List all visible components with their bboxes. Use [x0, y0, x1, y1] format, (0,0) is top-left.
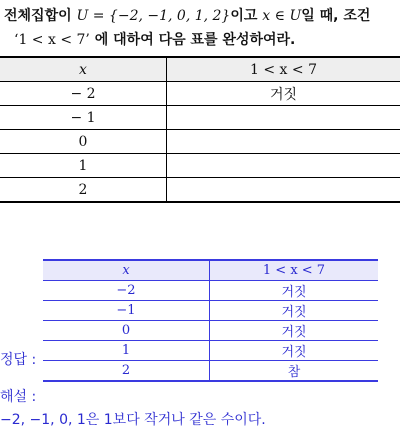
answer-row [43, 281, 378, 301]
table-header-row [0, 57, 400, 82]
question-prefix: 전체집합이 [4, 8, 77, 24]
cell-value[interactable] [167, 154, 400, 178]
answer-cell-value: 거짓 [210, 281, 379, 301]
answer-label: 정답 : [0, 352, 37, 368]
table-row [0, 106, 400, 130]
question-line-2 [4, 28, 396, 52]
cell-value: 거짓 [167, 82, 400, 106]
question-suffix: 일 때, 조건 [301, 8, 371, 24]
answer-cell-x: −2 [43, 281, 210, 301]
answer-cell-x: −1 [43, 301, 210, 321]
cell-value[interactable] [167, 178, 400, 203]
answer-cell-x: 1 [43, 341, 210, 361]
table-row [0, 130, 400, 154]
answer-cell-value: 거짓 [210, 301, 379, 321]
answer-row [43, 361, 378, 382]
answer-table [43, 259, 378, 382]
answer-row [43, 341, 378, 361]
table-row [0, 154, 400, 178]
table-row [0, 178, 400, 203]
cell-x: 0 [0, 130, 167, 154]
answer-header-row [43, 260, 378, 281]
answer-row [43, 321, 378, 341]
question-line-1 [4, 4, 396, 28]
answer-cell-x: 0 [43, 321, 210, 341]
answer-header-condition: 1 < x < 7 [210, 260, 379, 281]
answer-cell-x: 2 [43, 361, 210, 382]
cell-x: 2 [0, 178, 167, 203]
universal-set-expression: U = {−2, −1, 0, 1, 2} [76, 8, 231, 24]
answer-cell-value: 거짓 [210, 341, 379, 361]
cell-value[interactable] [167, 106, 400, 130]
answer-header-x: x [43, 260, 210, 281]
header-condition: 1 < x < 7 [167, 57, 400, 82]
cell-x: − 1 [0, 106, 167, 130]
cell-value[interactable] [167, 130, 400, 154]
header-x: x [0, 57, 167, 82]
condition-expression: ‘1 < x < 7’ [14, 32, 90, 48]
question-table [0, 56, 400, 203]
answer-cell-value: 참 [210, 361, 379, 382]
explanation-label: 해설 : [0, 389, 37, 405]
explanation-text: −2, −1, 0, 1은 1보다 작거나 같은 수이다. [0, 412, 266, 428]
question-instruction: 에 대하여 다음 표를 완성하여라. [89, 32, 296, 48]
table-row [0, 82, 400, 106]
question-mid: 이고 [230, 8, 263, 24]
answer-cell-value: 거짓 [210, 321, 379, 341]
answer-row [43, 301, 378, 321]
cell-x: − 2 [0, 82, 167, 106]
cell-x: 1 [0, 154, 167, 178]
membership-expression: x ∈ U [262, 8, 302, 24]
question-text [4, 4, 396, 52]
